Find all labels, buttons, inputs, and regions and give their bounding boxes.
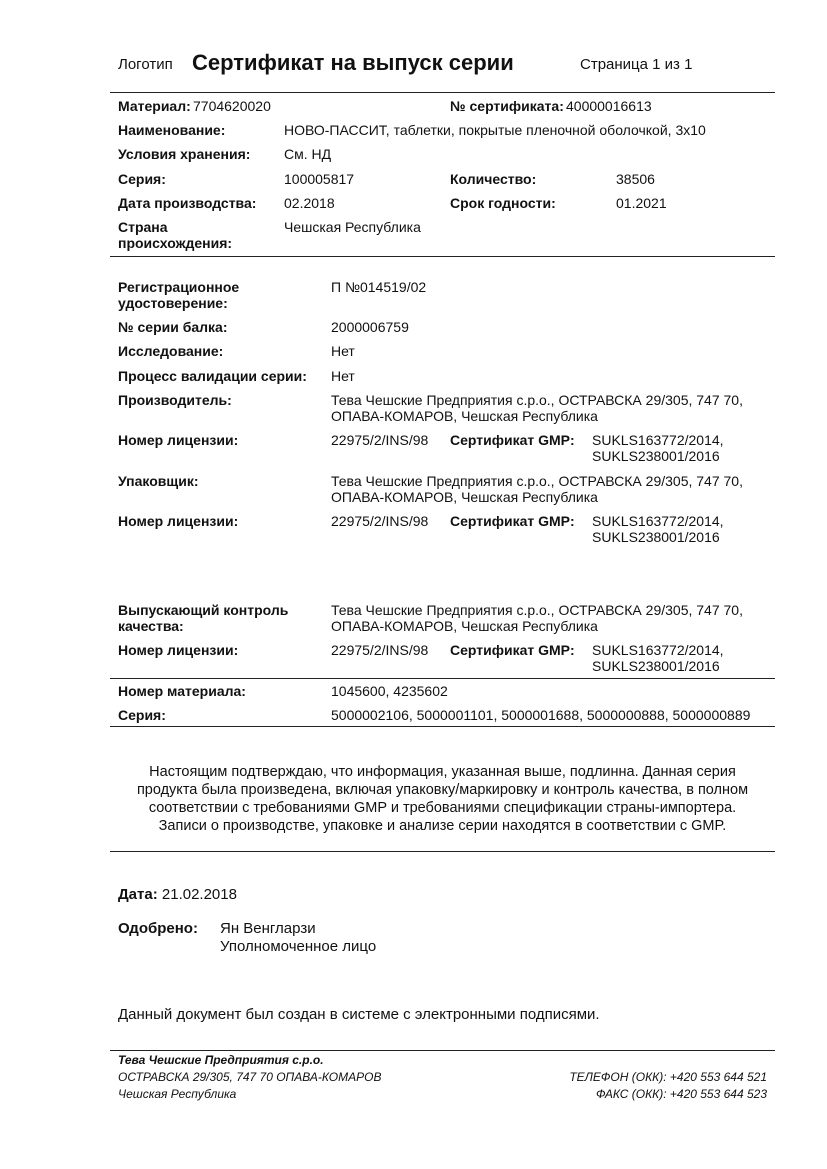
- footer-company: Тева Чешские Предприятия с.р.о.: [118, 1053, 324, 1067]
- license-value: 22975/2/INS/98: [331, 432, 429, 448]
- document-title: Сертификат на выпуск серии: [192, 50, 514, 75]
- registration-label: Регистрационное удостоверение:: [118, 279, 240, 311]
- validation-label: Процесс валидации серии:: [118, 368, 307, 384]
- quantity-label: Количество:: [450, 171, 537, 187]
- gmp-label: Сертификат GMP:: [450, 432, 575, 448]
- production-date-value: 02.2018: [284, 195, 335, 211]
- gmp-value: SUKLS163772/2014, SUKLS238001/2016: [592, 432, 724, 464]
- electronic-signature-note: Данный документ был создан в системе с электронными подписями.: [118, 1006, 600, 1023]
- footer-country: Чешская Республика: [118, 1087, 237, 1101]
- component-series-value: 5000002106, 5000001101, 5000001688, 5000000888, 5000000889: [331, 707, 751, 723]
- footer-address: ОСТРАВСКА 29/305, 747 70 ОПАВА-КОМАРОВ: [118, 1070, 382, 1084]
- study-value: Нет: [331, 343, 355, 359]
- storage-label: Условия хранения:: [118, 146, 251, 162]
- qc-release-value: Тева Чешские Предприятия с.р.о., ОСТРАВСКА 29/305, 747 70, ОПАВА-КОМАРОВ, Чешская Республика: [331, 602, 743, 634]
- approver-name: Ян Венгларзи: [220, 920, 316, 937]
- gmp-value: SUKLS163772/2014, SUKLS238001/2016: [592, 642, 724, 674]
- registration-value: П №014519/02: [331, 279, 427, 295]
- approver-role: Уполномоченное лицо: [220, 938, 377, 955]
- name-label: Наименование:: [118, 122, 226, 138]
- study-label: Исследование:: [118, 343, 224, 359]
- production-date-label: Дата производства:: [118, 195, 257, 211]
- license-value: 22975/2/INS/98: [331, 513, 429, 529]
- license-label: Номер лицензии:: [118, 513, 239, 529]
- footer-divider: [110, 1050, 775, 1051]
- manufacturer-label: Производитель:: [118, 392, 232, 408]
- packer-value: Тева Чешские Предприятия с.р.о., ОСТРАВСКА 29/305, 747 70, ОПАВА-КОМАРОВ, Чешская Республика: [331, 473, 743, 505]
- bulk-series-label: № серии балка:: [118, 319, 228, 335]
- packer-label: Упаковщик:: [118, 473, 199, 489]
- gmp-value: SUKLS163772/2014, SUKLS238001/2016: [592, 513, 724, 545]
- expiry-value: 01.2021: [616, 195, 667, 211]
- material-number-label: Номер материала:: [118, 683, 246, 699]
- certificate-value: 40000016613: [566, 98, 652, 114]
- divider: [110, 256, 775, 257]
- manufacturer-value: Тева Чешские Предприятия с.р.о., ОСТРАВСКА 29/305, 747 70, ОПАВА-КОМАРОВ, Чешская Республика: [331, 392, 743, 424]
- certificate-label: № сертификата:: [450, 98, 564, 114]
- divider: [110, 678, 775, 679]
- page-number: Страница 1 из 1: [580, 56, 693, 73]
- divider: [110, 92, 775, 93]
- country-label: Страна происхождения:: [118, 219, 233, 251]
- storage-value: См. НД: [284, 146, 332, 162]
- footer-fax: ФАКС (ОКК): +420 553 644 523: [595, 1087, 767, 1101]
- material-value: 7704620020: [193, 98, 271, 114]
- approved-label: Одобрено:: [118, 920, 198, 937]
- license-label: Номер лицензии:: [118, 432, 239, 448]
- gmp-label: Сертификат GMP:: [450, 513, 575, 529]
- series-label: Серия:: [118, 171, 166, 187]
- component-series-label: Серия:: [118, 707, 166, 723]
- expiry-label: Срок годности:: [450, 195, 556, 211]
- bulk-series-value: 2000006759: [331, 319, 409, 335]
- material-number-value: 1045600, 4235602: [331, 683, 448, 699]
- certification-statement: Настоящим подтверждаю, что информация, указанная выше, подлинна. Данная серия продукта была произведена, включая упаковку/маркировку и контроль качества, в полном соответствии с требованиями GMP и требованиями спецификации страны-импортера. Записи о производстве, упаковке и анализе серии находятся в соответствии с GMP.: [136, 764, 749, 834]
- qc-release-label: Выпускающий контроль качества:: [118, 602, 289, 634]
- country-value: Чешская Республика: [284, 219, 421, 235]
- material-label: Материал:: [118, 98, 191, 114]
- logo-placeholder: Логотип: [118, 56, 173, 73]
- license-value: 22975/2/INS/98: [331, 642, 429, 658]
- divider: [110, 851, 775, 852]
- gmp-label: Сертификат GMP:: [450, 642, 575, 658]
- footer-phone: ТЕЛЕФОН (ОКК): +420 553 644 521: [569, 1070, 767, 1084]
- release-date: Дата: 21.02.2018: [118, 886, 237, 903]
- license-label: Номер лицензии:: [118, 642, 239, 658]
- divider: [110, 726, 775, 727]
- series-value: 100005817: [284, 171, 355, 187]
- validation-value: Нет: [331, 368, 355, 384]
- name-value: НОВО-ПАССИТ, таблетки, покрытые пленочной оболочкой, 3x10: [284, 122, 706, 138]
- quantity-value: 38506: [616, 171, 655, 187]
